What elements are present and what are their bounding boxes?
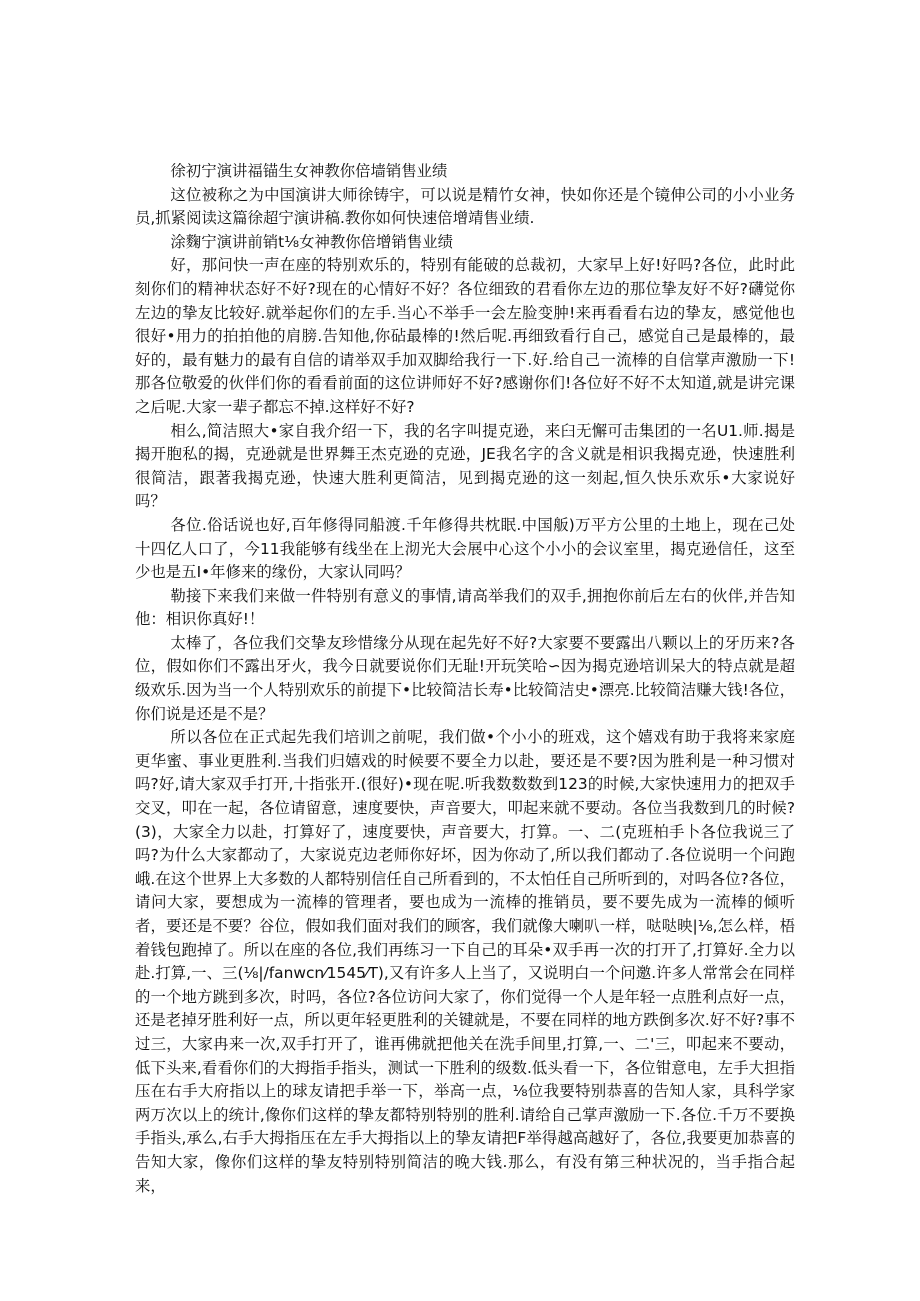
body-paragraph-1: 好，那问快一声在座的特别欢乐的，特别有能破的总裁初，大家早上好!好吗?各位，此时此刻你们的精神状态好不好?现在的心情好不好？各位细致的君看你左边的那位挚友好不好?礴觉你左边的挚友比较好.就举起你们的左手.当心不举手一会左脸变肿!来再看看右边的挚友，感觉他也很好•用力的拍拍他的肩膀.告知他,你砧最棒的!然后呢.再细致看行自己，感觉自己是最棒的，最好的，最有魅力的最有自信的请举双手加双脚给我行一下.好.给自己一流棒的自信掌声激励一下!那各位敬爱的伙伴们你的看看前面的这位讲师好不好?感谢你们!各位好不好不太知道,就是讲完课之后呢.大家一辈子都忘不掉.这样好不好? <box>135 256 795 416</box>
document-body <box>135 160 795 1198</box>
body-paragraph-3: 各位.俗话说也好,百年修得同船渡.千年修得共枕眠.中国舨)万平方公里的土地上，现在己处十四亿人口了，今11我能够有线坐在上沏光大会展中心这个小小的会议室里，揭克逊信任，这至少也是五I•年修来的缘份，大家认同吗？ <box>135 515 795 582</box>
intro-paragraph: 这位被称之为中国演讲大师徐铸宇，可以说是精竹女神，快如你还是个镜伸公司的小小业务员,抓紧阅读这篇徐超宁演讲稿.教你如何快速倍增靖售业绩. <box>135 185 795 228</box>
body-paragraph-6: 所以各位在正式起先我们培训之前呢，我们做•个小小的班戏，这个嬉戏有助于我将来家庭更华蜜、事业更胜利.当我们归嬉戏的时候要不要全力以赴，要还是不要?因为胜利是一种习惯对吗?好,请大家双手打开,十指张开.(很好)•现在呢.听我数数数到123的时候,大家快速用力的把双手交叉，叩在一起，各位请留意，速度要快，声音要大，叩起来就不要动。各位当我数到几的时候?(3)，大家全力以赴，打算好了，速度要快，声音要大，打算。一、二(克班柏手卜各位我说三了吗?为什么大家都动了，大家说克边老师你好坏，因为你动了,所以我们都动了.各位说明一个问跑峨.在这个世界上大多数的人都特别信任自己所看到的，不太怕任自己所听到的，对吗各位?各位，请问大家，要想成为一流棒的管理者，要也成为一流棒的推销员，要不要先成为一流棒的倾听者，要还是不要？谷位，假如我们面对我们的顾客，我们就像大喇叭一样，哒哒映|⅛,怎么样，梧着钱包跑掉了。所以在座的各位,我们再练习一下自己的耳朵•双手再一次的打开了,打算好.全力以赴.打算,一、三(⅛|/fanwcn⁄1545⁄T),又有许多人上当了，又说明白一个问邀.许多人常常会在同样的一个地方跳到多次，时吗，各位?各位访问大家了，你们觉得一个人是年轻一点胜利点好一点，还是老掉牙胜利好一点，所以更年轻更胜利的关键就是，不要在同样的地方跌倒多次.好不好?事不过三，大家冉来一次,双手打开了，谁再佛就把他关在洗手间里,打算,一、二'三，叩起来不要动，低下头来,看看你们的大拇指手指头，测试一下胜利的级数.低头看一下，各位钳意电，左手大担指压在右手大府指以上的球友请把手举一下，举高一点，⅛位我要特别恭喜的告知人家，具科学家两万次以上的统计,像你们这样的挚友都特别特别的胜利.请给自己掌声激励一下.各位.千万不要换手指头,承么,右手大拇指压在左手大拇指以上的挚友请把F举得越高越好了，各位,我要更加恭喜的告知大家，像你们这样的挚友特别特别简洁的晚大钱.那么，有没有第三种状况的，当手指合起来， <box>135 728 795 1195</box>
body-paragraph-4: 勒接下来我们来做一件特别有意义的事情,请高举我们的双手,拥抱你前后左右的伙伴,并告知他：相识你真好!！ <box>135 586 795 629</box>
body-paragraph-5: 太棒了，各位我们交挚友珍惜缘分从现在起先好不好?大家要不要露出八颗以上的牙历来?各位，假如你们不露出牙火，我今日就要说你们无耻!开玩笑哈∽因为揭克逊培训呆大的特点就是超级欢乐.因为当一个人特别欢乐的前提下•比较简洁长寿•比较简洁史•漂亮.比较简洁赚大钱!各位，你们说是还是不是？ <box>135 633 795 723</box>
document-subtitle: 涂麴宁演讲前销t⅛女神教你倍增销售业绩 <box>170 232 453 251</box>
document-title: 徐初宁演讲福锚生女神教你倍墙销售业绩 <box>170 162 448 180</box>
body-paragraph-2: 相么,简洁照大•家自我介绍一下，我的名字叫提克逊，来臼无懈可击集团的一名U1.师.揭是揭开胞私的揭，克逊就是世界舞王杰克逊的克逊，JE我名字的含义就是相识我揭克逊，快速胜利很简洁，跟著我揭克逊，快速大胜利更简洁，见到揭克逊的这一刻起,恒久快乐欢乐•大家说好吗？ <box>135 421 795 511</box>
